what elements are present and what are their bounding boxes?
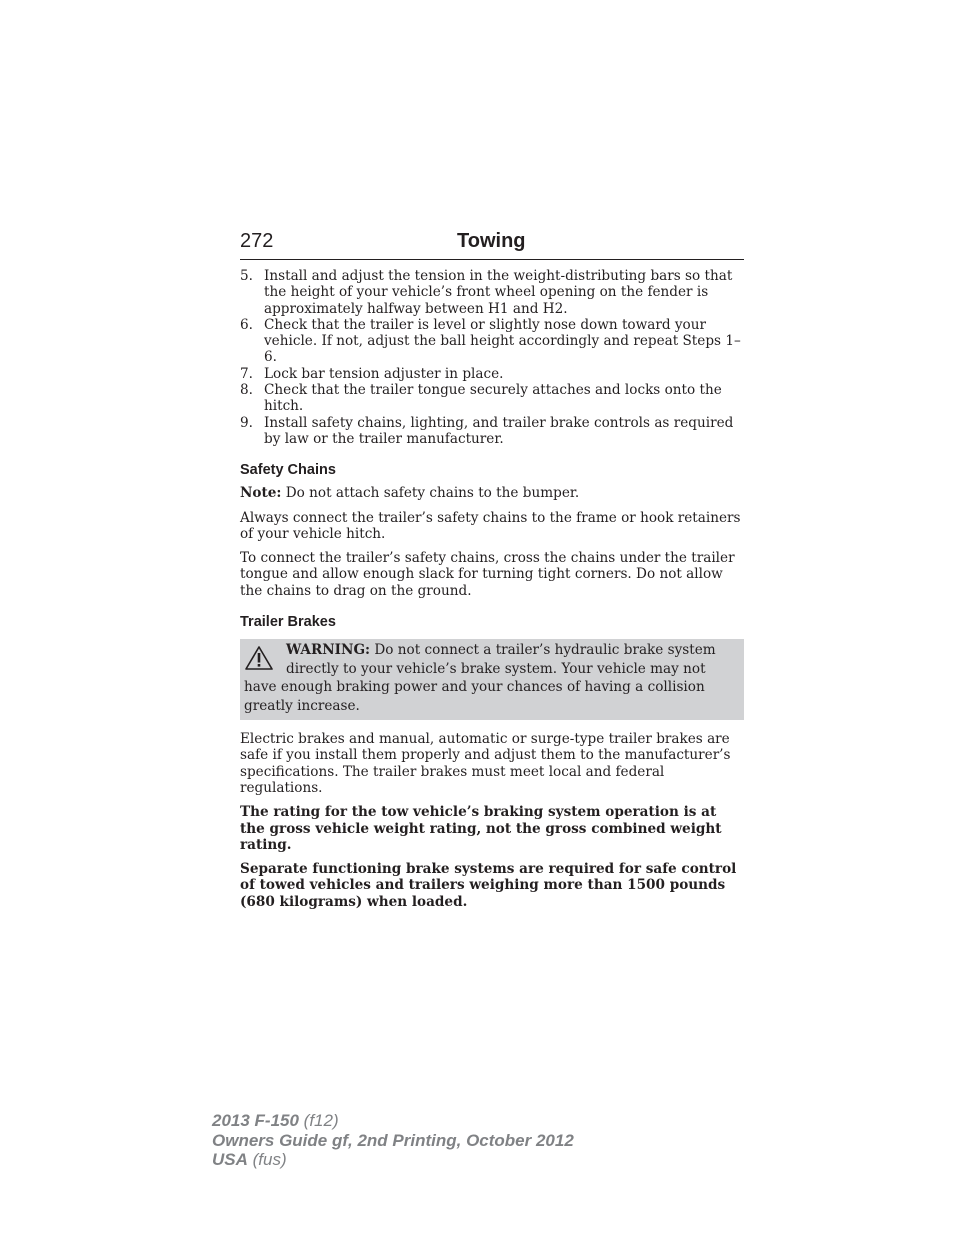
step-text: Check that the trailer is level or slightly nose down toward your vehicle. If not, adjust the ball height accordingly and repeat Steps 1–6. (264, 316, 741, 366)
warning-box (240, 639, 744, 720)
footer-region: USA (212, 1150, 248, 1169)
step-number: 9. (240, 414, 253, 431)
footer-model-line (212, 1111, 574, 1131)
step-number: 6. (240, 316, 253, 333)
page-header (240, 229, 744, 260)
page-content (240, 268, 744, 918)
step-number: 5. (240, 268, 253, 284)
list-item (240, 415, 744, 448)
bold-paragraph: Separate functioning brake systems are required for safe control of towed vehicles and trailers weighing more than 1500 pounds (680 kilograms) when loaded. (240, 861, 737, 910)
list-item (240, 317, 744, 366)
paragraph: To connect the trailer’s safety chains, cross the chains under the trailer tongue and allow enough slack for turning tight corners. Do not allow the chains to drag on the ground. (240, 550, 735, 599)
step-number: 8. (240, 382, 253, 399)
note-paragraph (240, 485, 744, 501)
note-label: Note: (240, 485, 282, 502)
footer-model-code: (f12) (298, 1111, 339, 1130)
footer-model: 2013 F-150 (212, 1111, 299, 1130)
page-footer (212, 1111, 574, 1170)
warning-text: Do not connect a trailer’s hydraulic brake system directly to your vehicle’s brake system. Your vehicle may not have enough braking power and your chances of having a collision greatly increase. (244, 642, 716, 714)
warning-label: WARNING: (286, 642, 371, 659)
steps-list (240, 268, 744, 447)
step-number: 7. (240, 365, 253, 382)
step-text: Check that the trailer tongue securely attaches and locks onto the hitch. (264, 382, 722, 415)
footer-guide: Owners Guide gf, 2nd Printing, October 2012 (212, 1130, 574, 1150)
paragraph: Always connect the trailer’s safety chains to the frame or hook retainers of your vehicle hitch. (240, 509, 741, 542)
bold-paragraph: The rating for the tow vehicle’s braking system operation is at the gross vehicle weight rating, not the gross combined weight rating. (240, 804, 722, 853)
step-text: Install and adjust the tension in the weight-distributing bars so that the height of your vehicle’s front wheel opening on the fender is approximately halfway between H1 and H2. (264, 268, 733, 317)
page-number: 272 (240, 230, 274, 252)
list-item (240, 382, 744, 415)
footer-region-code: (fus) (247, 1150, 287, 1169)
step-text: Lock bar tension adjuster in place. (264, 365, 504, 382)
warning-triangle-icon (244, 645, 274, 671)
trailer-brakes-heading: Trailer Brakes (240, 614, 336, 631)
chapter-title: Towing (457, 230, 526, 252)
paragraph: Electric brakes and manual, automatic or surge-type trailer brakes are safe if you install them properly and adjust them to the manufacturer’s specifications. The trailer brakes must meet local and federal regulations. (240, 731, 731, 796)
safety-chains-heading: Safety Chains (240, 462, 336, 479)
list-item (240, 268, 744, 317)
step-text: Install safety chains, lighting, and trailer brake controls as required by law or the trailer manufacturer. (264, 414, 734, 447)
footer-region-line (212, 1150, 574, 1170)
list-item (240, 366, 744, 382)
note-text: Do not attach safety chains to the bumper. (281, 485, 580, 502)
